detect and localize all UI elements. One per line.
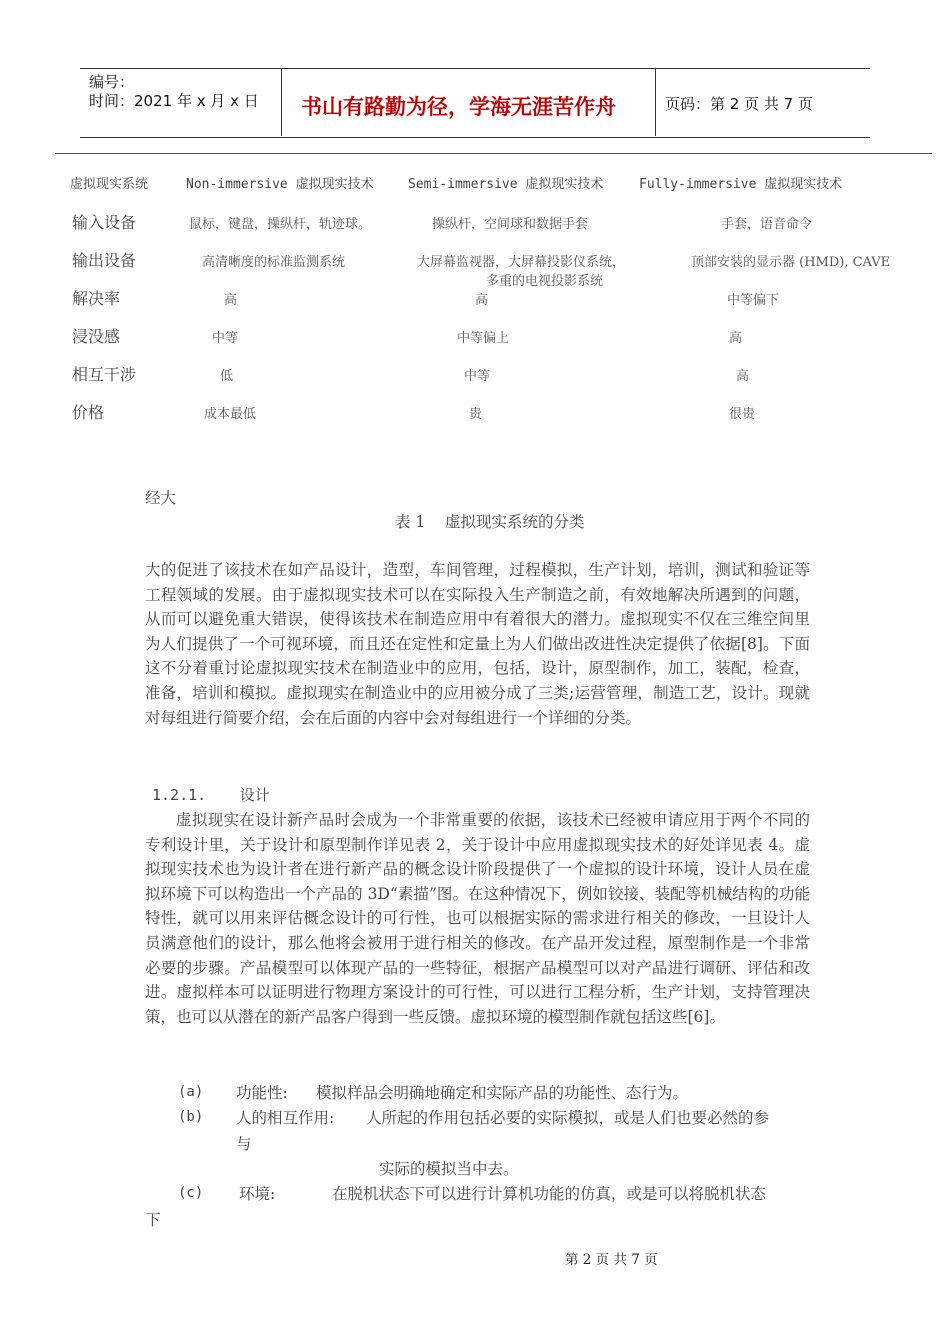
row-label: 输出设备 xyxy=(72,251,137,270)
list-term: 环境: xyxy=(239,1185,276,1203)
section-heading xyxy=(152,784,270,805)
table-cell: 高 xyxy=(729,331,743,346)
table-cell: 大屏幕监视器，大屏幕投影仪系统， xyxy=(417,255,626,270)
header-divider xyxy=(655,68,656,136)
section-number: 1.2.1. xyxy=(152,786,207,804)
row-label: 解决率 xyxy=(72,289,121,308)
table-header: Fully-immersive 虚拟现实技术 xyxy=(639,177,843,192)
table-cell: 中等偏上 xyxy=(457,331,510,346)
list-text: 模拟样品会明确地确定和实际产品的功能性、态行为。 xyxy=(316,1084,689,1102)
table-cell: 很贵 xyxy=(729,407,756,422)
table-cell: 高清晰度的标准监测系统 xyxy=(202,255,346,270)
list-text: 在脱机状态下可以进行计算机功能的仿真，或是可以将脱机状态 xyxy=(332,1185,767,1203)
list-text: 人所起的作用包括必要的实际模拟，或是人们也要必然的参 xyxy=(366,1109,770,1127)
list-text-continued: 下 xyxy=(145,1211,161,1229)
row-label: 浸没感 xyxy=(72,327,121,346)
table-cell: 中等偏下 xyxy=(727,293,780,308)
header-divider xyxy=(281,68,282,136)
list-marker: (c) xyxy=(178,1185,204,1201)
page-footer: 第 2 页 共 7 页 xyxy=(565,1252,658,1268)
table-cell: 操纵杆，空间球和数据手套 xyxy=(432,217,589,232)
table-header: Semi-immersive 虚拟现实技术 xyxy=(408,177,604,192)
list-marker: (b) xyxy=(178,1109,204,1125)
table-cell: 鼠标，键盘，操纵杆，轨迹球。 xyxy=(189,217,372,232)
table-cell: 高 xyxy=(224,293,238,308)
list-term: 人的相互作用: xyxy=(236,1109,335,1127)
table-cell: 顶部安装的显示器 (HMD), CAVE xyxy=(691,255,891,270)
list-text-continued: 与 xyxy=(236,1135,252,1153)
row-label: 相互干涉 xyxy=(72,365,137,384)
table-cell: 高 xyxy=(475,293,489,308)
body-paragraph: 大的促进了该技术在如产品设计，造型，车间管理，过程模拟，生产计划，培训，测试和验证等工程领域的发展。由于虚拟现实技术可以在实际投入生产制造之前，有效地解决所遇到的问题，从而可以避免重大错误，使得该技术在制造应用中有着很大的潜力。虚拟现实不仅在三维空间里为人们提供了一个可视环境，而且还在定性和定量上为人们做出改进性决定提供了依据[8]。下面这不分着重讨论虚拟现实技术在制造业中的应用，包括，设计，原型制作，加工，装配，检查，准备，培训和模拟。虚拟现实在制造业中的应用被分成了三类;运营管理，制造工艺，设计。现就对每组进行简要介绍，会在后面的内容中会对每组进行一个详细的分类。 xyxy=(145,561,810,727)
table-cell: 中等 xyxy=(464,369,491,384)
body-paragraph: 虚拟现实在设计新产品时会成为一个非常重要的依据，该技术已经被申请应用于两个不同的专利设计里，关于设计和原型制作详见表 2，关于设计中应用虚拟现实技术的好处详见表 4。虚拟现实技术也为设计者在进行新产品的概念设计阶段提供了一个虚拟的设计环境，设计人员在虚拟环境下可以构造出一个产品的 3D“素描”图。在这种情况下，例如铰接、装配等机械结构的功能特性，就可以用来评估概念设计的可行性，也可以根据实际的需求进行相关的修改，一旦设计人员满意他们的设计，那么他将会被用于进行相关的修改。在产品开发过程，原型制作是一个非常必要的步骤。产品模型可以体现产品的一些特征，根据产品模型可以对产品进行调研、评估和改进。虚拟样本可以证明进行物理方案设计的可行性，可以进行工程分析，生产计划，支持管理决策，也可以从潜在的新产品客户得到一些反馈。虚拟环境的模型制作就包括这些[6]。 xyxy=(145,811,810,1026)
table-cell-continued: 多重的电视投影系统 xyxy=(486,274,604,289)
table-cell: 手套，语音命令 xyxy=(721,217,813,232)
doc-number-label: 编号： xyxy=(89,73,135,91)
list-text-continued: 实际的模拟当中去。 xyxy=(379,1160,519,1178)
table-cell: 成本最低 xyxy=(204,407,257,422)
row-label: 价格 xyxy=(72,403,105,422)
header-rule xyxy=(55,153,932,154)
list-term: 功能性: xyxy=(236,1084,288,1102)
row-label: 输入设备 xyxy=(72,213,137,232)
table-cell: 高 xyxy=(736,369,750,384)
table-caption: 表 1 虚拟现实系统的分类 xyxy=(395,513,585,531)
stray-text: 经大 xyxy=(145,489,177,507)
table-header: Non-immersive 虚拟现实技术 xyxy=(186,177,374,192)
list-marker: (a) xyxy=(178,1084,204,1100)
table-cell: 贵 xyxy=(469,407,483,422)
page-code: 页码：第 2 页 共 7 页 xyxy=(665,95,813,113)
table-header: 虚拟现实系统 xyxy=(70,177,149,192)
header-motto: 书山有路勤为径，学海无涯苦作舟 xyxy=(301,95,616,119)
section-title: 设计 xyxy=(239,786,270,804)
table-cell: 中等 xyxy=(212,331,239,346)
table-cell: 低 xyxy=(220,369,234,384)
doc-time: 时间：2021 年 x 月 x 日 xyxy=(89,92,259,110)
